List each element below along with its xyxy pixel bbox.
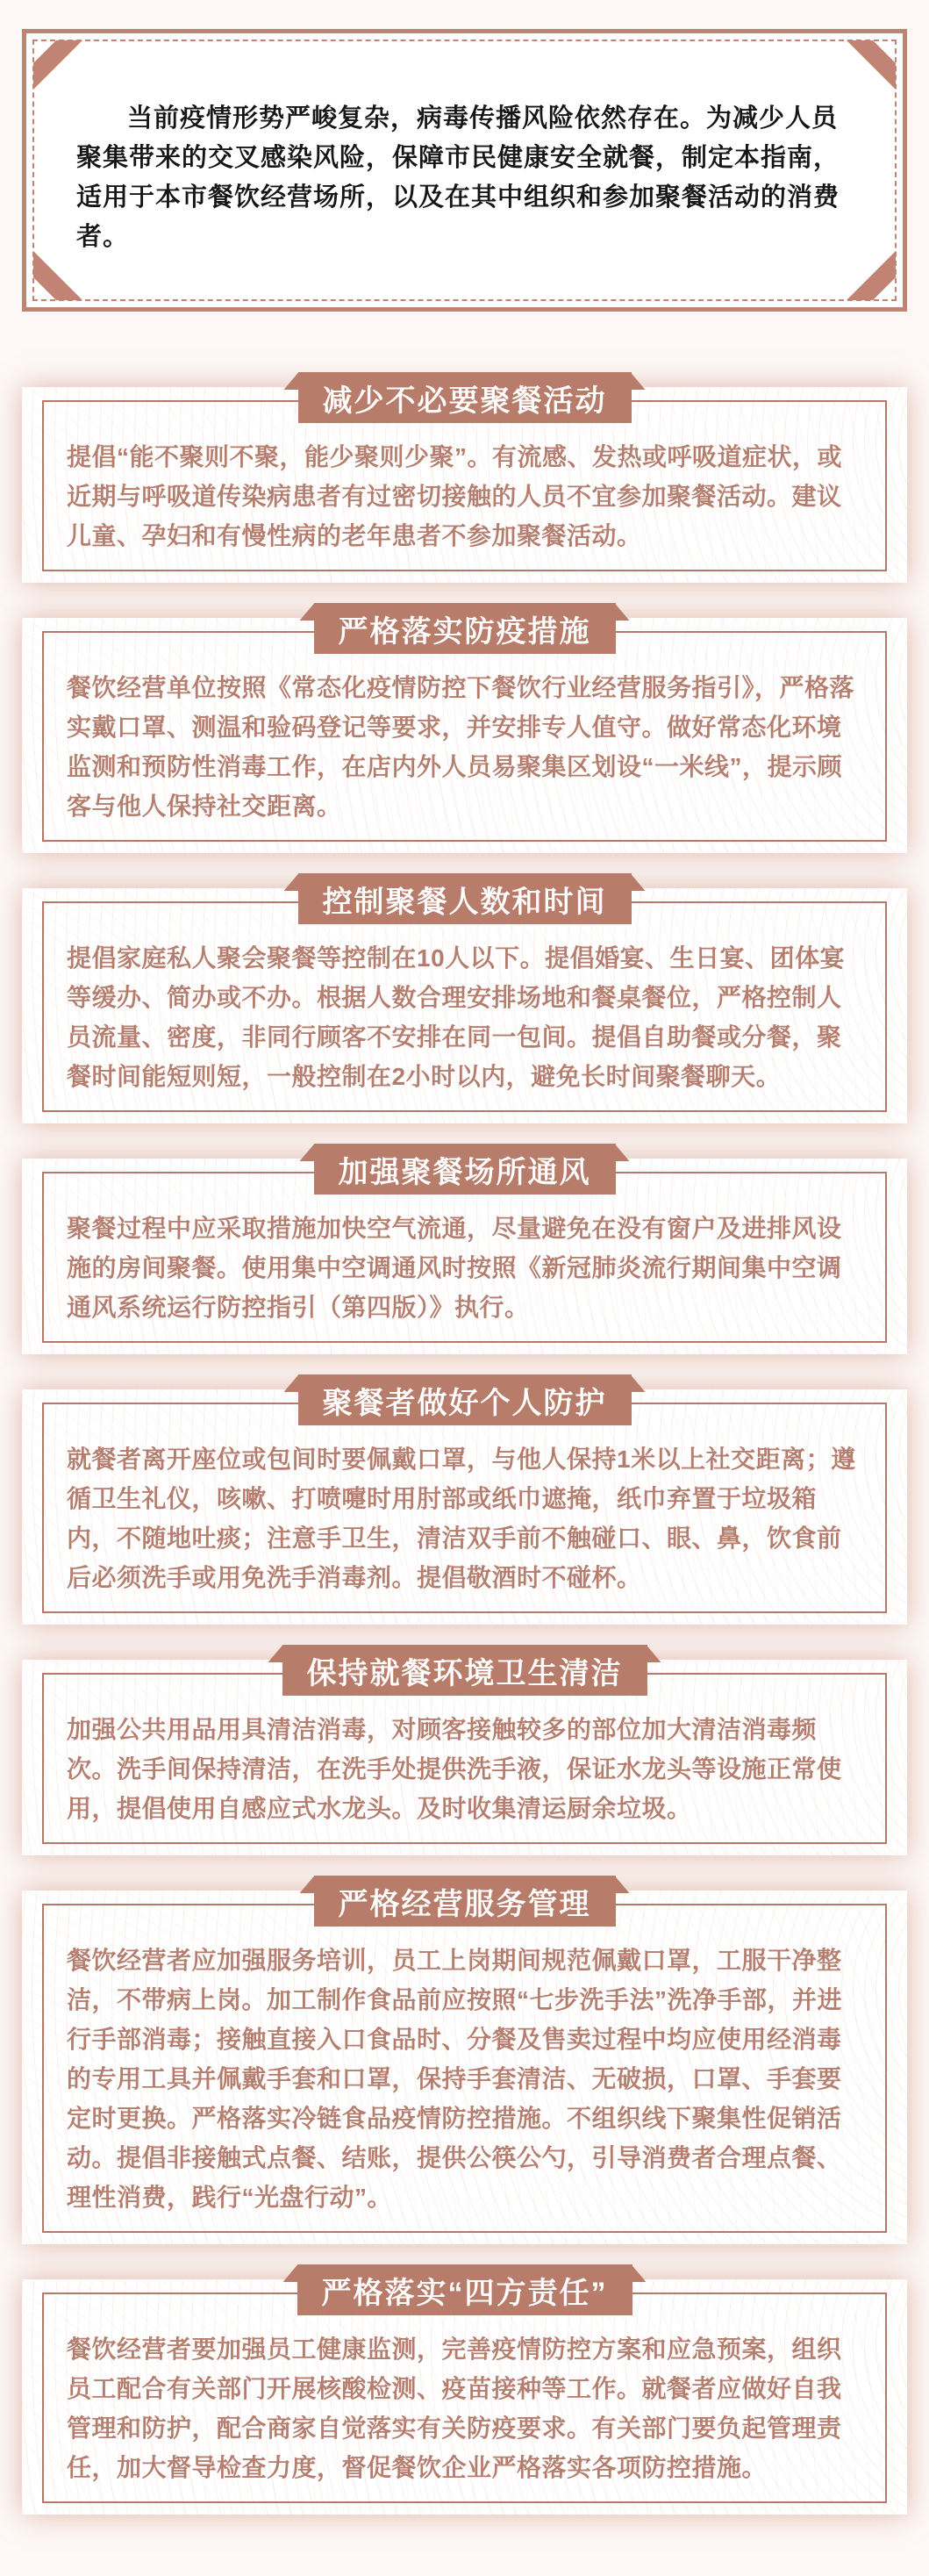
intro-paragraph: 当前疫情形势严峻复杂，病毒传播风险依然存在。为减少人员聚集带来的交叉感染风险，保障市民健康安全就餐，制定本指南，适用于本市餐饮经营场所，以及在其中组织和参加聚餐活动的消费者。 [76,104,840,251]
card-inner-frame [42,1172,887,1343]
card-inner-frame [42,901,887,1112]
section-title-ribbon [283,2264,647,2315]
guideline-card [22,885,907,1123]
section-body: 提倡家庭私人聚会聚餐等控制在10人以下。提倡婚宴、生日宴、团体宴等缓办、简办或不办。根据人数合理安排场地和餐桌餐位，严格控制人员流量、密度，非同行顾客不安排在同一包间。提倡自助餐或分餐，聚餐时间能短则短，一般控制在2小时以内，避免长时间聚餐聊天。 [67,944,846,1090]
section-title-ribbon [268,1645,661,1696]
section-body: 提倡“能不聚则不聚，能少聚则少聚”。有流感、发热或呼吸道症状，或近期与呼吸道传染病患者有过密切接触的人员不宜参加聚餐活动。建议儿童、孕妇和有慢性病的老年患者不参加聚餐活动。 [67,443,843,549]
section-title: 严格落实“四方责任” [297,2264,632,2315]
intro-box [22,29,907,312]
guideline-card [22,1887,907,2244]
section-list [0,384,929,2515]
guideline-card [22,384,907,583]
corner-stripe-icon [33,40,96,104]
card-inner-frame [42,400,887,571]
section-body: 餐饮经营单位按照《常态化疫情防控下餐饮行业经营服务指引》，严格落实戴口罩、测温和验码登记等要求，并安排专人值守。做好常态化环境监测和预防性消毒工作，在店内外人员易聚集区划设“一米线”，提示顾客与他人保持社交距离。 [67,674,855,820]
section-title: 聚餐者做好个人防护 [298,1374,632,1425]
section-body: 餐饮经营者要加强员工健康监测，完善疫情防控方案和应急预案，组织员工配合有关部门开展核酸检测、疫苗接种等工作。就餐者应做好自我管理和防护，配合商家自觉落实有关防疫要求。有关部门要负起管理责任，加大督导检查力度，督促餐饮企业严格落实各项防控措施。 [67,2336,842,2481]
guideline-card [22,1155,907,1354]
card-inner-frame [42,1673,887,1844]
card-inner-frame [42,1904,887,2233]
section-title: 保持就餐环境卫生清洁 [282,1645,647,1696]
section-title-ribbon [284,873,646,924]
section-body: 餐饮经营者应加强服务培训，员工上岗期间规范佩戴口罩，工服干净整洁，不带病上岗。加工制作食品前应按照“七步洗手法”洗净手部，并进行手部消毒；接触直接入口食品时、分餐及售卖过程中均应使用经消毒的专用工具并佩戴手套和口罩，保持手套清洁、无破损，口罩、手套要定时更换。严格落实冷链食品疫情防控措施。不组织线下聚集性促销活动。提倡非接触式点餐、结账，提供公筷公勺，引导消费者合理点餐、理性消费，践行“光盘行动”。 [67,1947,843,2211]
guideline-card [22,614,907,853]
section-body: 就餐者离开座位或包间时要佩戴口罩，与他人保持1米以上社交距离；遵循卫生礼仪，咳嗽、打喷嚏时用肘部或纸巾遮掩，纸巾弃置于垃圾箱内，不随地吐痰；注意手卫生，清洁双手前不触碰口、眼、鼻，饮食前后必须洗手或用免洗手消毒剂。提倡敬酒时不碰杯。 [67,1446,856,1591]
section-body: 加强公共用品用具清洁消毒，对顾客接触较多的部位加大清洁消毒频次。洗手间保持清洁，在洗手处提供洗手液，保证水龙头等设施正常使用，提倡使用自感应式水龙头。及时收集清运厨余垃圾。 [67,1716,842,1822]
section-title: 减少不必要聚餐活动 [298,372,632,423]
section-title: 严格落实防疫措施 [314,603,616,654]
section-body: 聚餐过程中应采取措施加快空气流通，尽量避免在没有窗户及进排风设施的房间聚餐。使用集中空调通风时按照《新冠肺炎流行期间集中空调通风系统运行防控指引（第四版）》执行。 [67,1215,842,1321]
guideline-card [22,1656,907,1855]
card-inner-frame [42,631,887,842]
section-title: 加强聚餐场所通风 [314,1144,616,1195]
guideline-card [22,2276,907,2515]
intro-dashed-frame [32,39,897,301]
section-title-ribbon [284,1374,646,1425]
section-title: 控制聚餐人数和时间 [298,873,632,924]
section-title-ribbon [284,372,646,423]
section-title-ribbon [300,1144,630,1195]
card-inner-frame [42,1403,887,1613]
card-inner-frame [42,2293,887,2503]
section-title-ribbon [300,1876,630,1927]
section-title-ribbon [300,603,630,654]
corner-stripe-icon [833,40,896,104]
guideline-card [22,1386,907,1625]
section-title: 严格经营服务管理 [314,1876,616,1927]
